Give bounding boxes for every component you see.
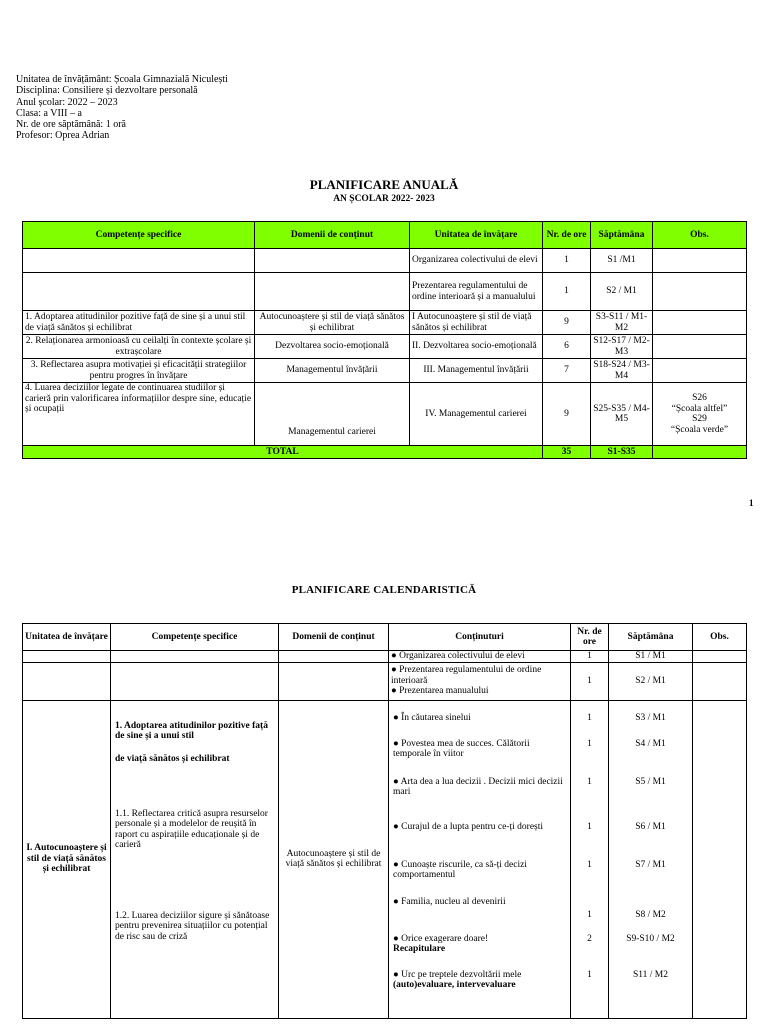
cell-obs	[653, 383, 747, 446]
cell-empty	[279, 651, 389, 663]
content-item: ● Cunoaște riscurile, ca să-ți decizi comportamentul	[393, 859, 527, 880]
cell-domain: Autocunoaștere și stil de viață sănătos și echilibrat	[279, 700, 389, 1018]
column-header: Domenii de conținut	[279, 624, 389, 651]
cell-domain: Autocunoaștere și stil de viață sănătos și echilibrat	[255, 311, 410, 335]
total-obs	[653, 446, 747, 459]
page-number: 1	[749, 498, 754, 508]
column-header: Nr. de ore	[571, 624, 609, 651]
content-item: ● În căutarea sinelui	[393, 712, 471, 723]
cell-week: S12-S17 / M2- M3	[591, 335, 653, 359]
cell-domain: Dezvoltarea socio-emoțională	[255, 335, 410, 359]
cell-hours: 1	[543, 273, 591, 311]
cell-weeks-list	[609, 700, 693, 1018]
table-row	[23, 662, 747, 700]
week-value: S11 / M2	[632, 969, 669, 980]
table-row	[23, 273, 747, 311]
cell-obs	[653, 359, 747, 383]
hours-value: 1	[587, 859, 592, 870]
hours-value: 1	[587, 738, 592, 749]
class-line: Clasa: a VIII – a	[16, 107, 82, 119]
content-item: ● Prezentarea manualului	[391, 686, 489, 697]
week-value: S9-S10 / M2	[626, 933, 675, 944]
hours-value: 1	[587, 909, 592, 920]
cell-content	[389, 662, 571, 700]
cell-empty	[111, 662, 279, 700]
cell-week: S1 /M1	[591, 249, 653, 273]
table-row	[23, 249, 747, 273]
cell-domain: Managementul învățării	[255, 359, 410, 383]
content-item-bold: Recapitulare	[393, 944, 446, 954]
content-item: ● Familia, nucleu al devenirii	[393, 896, 506, 907]
content-item-text: ● Orice exagerare doare!	[393, 933, 489, 944]
column-header: Nr. de ore	[543, 222, 591, 249]
teacher-line: Profesor: Oprea Adrian	[16, 130, 110, 142]
cell-hours-list	[571, 700, 609, 1018]
cell-hours: 7	[543, 359, 591, 383]
column-header: Domenii de conținut	[255, 222, 410, 249]
cell-obs	[693, 651, 747, 663]
cell-unit: I Autocunoaștere și stil de viață sănătos și echilibrat	[410, 311, 543, 335]
cell-obs	[693, 662, 747, 700]
content-item-bold: (auto)evaluare, intervevaluare	[393, 980, 516, 990]
column-header: Săptămâna	[591, 222, 653, 249]
cell-obs	[653, 311, 747, 335]
table-row	[23, 700, 747, 1018]
table-row	[23, 311, 747, 335]
calendar-plan-table	[22, 623, 747, 1019]
cell-hours: 1	[571, 662, 609, 700]
cell-competence: 1. Adoptarea atitudinilor pozitive față de sine și a unui stil de viață sănătos și echilibrat	[23, 311, 255, 335]
competence-1-line: de viață sănătos și echilibrat	[115, 753, 230, 764]
column-header: Competențe specifice	[23, 222, 255, 249]
total-weeks: S1-S35	[591, 446, 653, 459]
competence-1-1: 1.1. Reflectarea critică asupra resurselor personale și a modelelor de reușită în raport cu aspirațiile educaționale și de carieră	[115, 808, 268, 850]
competence-1-2: 1.2. Luarea deciziilor sigure și sănătoase pentru prevenirea situațiilor cu potențial de risc sau de criză	[115, 910, 270, 942]
content-item	[393, 934, 568, 955]
cell-competence	[23, 273, 255, 311]
annual-plan-table	[22, 221, 747, 459]
content-item-text: ● Urc pe treptele dezvoltării mele	[393, 969, 522, 980]
cell-empty	[111, 651, 279, 663]
column-header: Obs.	[693, 624, 747, 651]
column-header: Unitatea de învățare	[23, 624, 111, 651]
content-item	[393, 970, 568, 991]
table-row	[23, 651, 747, 663]
week-value: S7 / M1	[635, 859, 666, 870]
content-item: ● Arta dea a lua decizii . Decizii mici decizii mari	[393, 776, 563, 797]
hours-value: 2	[587, 933, 592, 944]
cell-unit: Organizarea colectivului de elevi	[410, 249, 543, 273]
week-value: S8 / M2	[635, 909, 666, 920]
week-value: S5 / M1	[635, 776, 666, 787]
cell-domain	[255, 249, 410, 273]
cell-empty	[23, 662, 111, 700]
hours-line: Nr. de ore săptămână: 1 oră	[16, 119, 126, 131]
cell-week: S2 / M1	[591, 273, 653, 311]
table-row	[23, 359, 747, 383]
content-item: ● Curajul de a lupta pentru ce-ți dorești	[393, 821, 544, 832]
cell-domain	[255, 273, 410, 311]
cell-competence: 4. Luarea deciziilor legate de continuarea studiilor și carieră prin valorificarea informațiilor despre sine, educație și ocupații	[23, 383, 255, 446]
cell-hours: 9	[543, 383, 591, 446]
content-item: ● Prezentarea regulamentului de ordine interioară	[391, 665, 542, 686]
cell-hours: 1	[543, 249, 591, 273]
week-value: S6 / M1	[635, 821, 666, 832]
cell-empty	[23, 651, 111, 663]
annual-plan-subtitle: AN ȘCOLAR 2022- 2023	[333, 194, 435, 204]
cell-content: ● Organizarea colectivului de elevi	[389, 651, 571, 663]
total-hours: 35	[543, 446, 591, 459]
obs-line: “Școala altfel”	[671, 403, 728, 414]
competence-1-line: 1. Adoptarea atitudinilor pozitive față de sine și a unui stil	[115, 720, 268, 741]
table-row	[23, 335, 747, 359]
school-line: Unitatea de învățământ: Școala Gimnazială Niculești	[16, 74, 228, 85]
cell-unit: II. Dezvoltarea socio-emoțională	[410, 335, 543, 359]
cell-unit: I. Autocunoaștere și stil de viață sănătos și echilibrat	[23, 700, 111, 1018]
column-header: Competențe specifice	[111, 624, 279, 651]
week-value: S4 / M1	[635, 738, 666, 749]
cell-hours: 6	[543, 335, 591, 359]
cell-contents	[389, 700, 571, 1018]
cell-week: S2 / M1	[609, 662, 693, 700]
cell-hours: 9	[543, 311, 591, 335]
competence-1	[115, 721, 276, 765]
cell-unit: III. Managementul învățării	[410, 359, 543, 383]
cell-unit: IV. Managementul carierei	[410, 383, 543, 446]
hours-value: 1	[587, 712, 592, 723]
total-label: TOTAL	[23, 446, 543, 459]
cell-hours: 1	[571, 651, 609, 663]
document-header	[16, 74, 228, 142]
column-header: Conținuturi	[389, 624, 571, 651]
cell-obs	[653, 249, 747, 273]
cell-week: S18-S24 / M3- M4	[591, 359, 653, 383]
column-header: Unitatea de învățare	[410, 222, 543, 249]
obs-line: “Școala verde”	[670, 424, 729, 435]
content-item: ● Povestea mea de succes. Călătorii temporale în viitor	[393, 738, 530, 759]
cell-unit: Prezentarea regulamentului de ordine interioară și a manualului	[410, 273, 543, 311]
table-header-row	[23, 624, 747, 651]
column-header: Săptămâna	[609, 624, 693, 651]
cell-competence	[23, 249, 255, 273]
discipline-line: Disciplina: Consiliere și dezvoltare personală	[16, 85, 198, 97]
obs-line: S26	[692, 393, 707, 403]
cell-competence: 2. Relaționarea armonioasă cu ceilalți în contexte școlare și extrașcolare	[23, 335, 255, 359]
week-value: S3 / M1	[635, 712, 666, 723]
cell-competences	[111, 700, 279, 1018]
hours-value: 1	[587, 821, 592, 832]
table-header-row	[23, 222, 747, 249]
hours-value: 1	[587, 776, 592, 787]
cell-week: S25-S35 / M4- M5	[591, 383, 653, 446]
cell-obs	[653, 273, 747, 311]
cell-week: S1 / M1	[609, 651, 693, 663]
column-header: Obs.	[653, 222, 747, 249]
school-year-line: Anul școlar: 2022 – 2023	[16, 96, 118, 108]
cell-obs	[693, 700, 747, 1018]
cell-domain: Managementul carierei	[255, 383, 410, 446]
cell-week: S3-S11 / M1- M2	[591, 311, 653, 335]
cell-obs	[653, 335, 747, 359]
obs-line: S29	[692, 414, 707, 424]
calendar-plan-title: PLANIFICARE CALENDARISTICĂ	[291, 584, 477, 596]
table-row	[23, 383, 747, 446]
annual-plan-title: PLANIFICARE ANUALĂ	[309, 177, 459, 192]
cell-empty	[279, 662, 389, 700]
hours-value: 1	[587, 969, 592, 980]
total-row	[23, 446, 747, 459]
cell-competence: 3. Reflectarea asupra motivației și eficacității strategiilor pentru progres în învățare	[23, 359, 255, 383]
